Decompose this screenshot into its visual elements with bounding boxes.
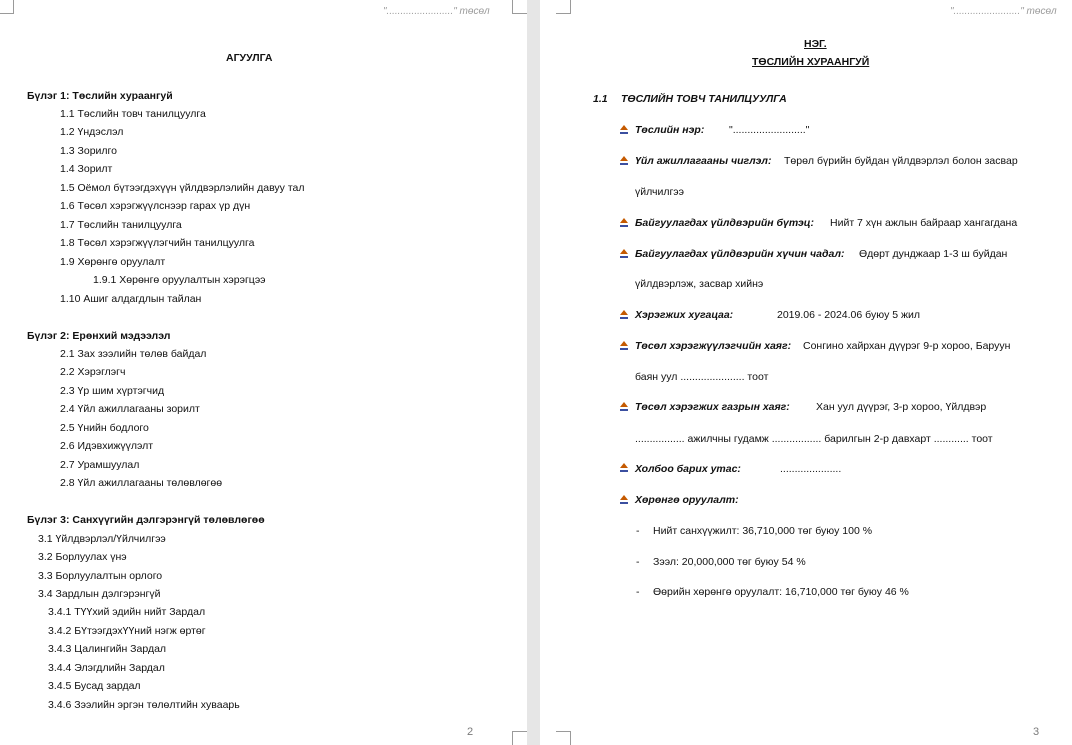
toc-heading: Бүлэг 2: Ерөнхий мэдээлэл — [27, 330, 171, 342]
field-value-cont: үйлдвэрлэж, засвар хийнэ — [635, 278, 764, 290]
toc-title: АГУУЛГА — [226, 52, 273, 64]
toc-item[interactable]: 3.4.5 Бусад зардал — [48, 680, 141, 692]
field-value-cont: үйлчилгээ — [635, 186, 685, 198]
bullet-arrow-icon — [619, 401, 629, 412]
toc-item[interactable]: 1.6 Төсөл хэрэгжүүлснээр гарах үр дүн — [60, 200, 251, 212]
field-value: Төрөл бүрийн буйдан үйлдвэрлэл болон засвар — [784, 155, 1018, 167]
toc-item[interactable]: 1.9.1 Хөрөнгө оруулалтын хэрэгцээ — [93, 274, 266, 286]
toc-heading: Бүлэг 3: Санхүүгийн дэлгэрэнгүй төлөвлөгөө — [27, 514, 265, 526]
toc-item[interactable]: 3.4.2 БҮтээгдэхҮҮний нэгж өртөг — [48, 625, 206, 637]
toc-item[interactable]: 1.5 Оёмол бүтээгдэхүүн үйлдвэрлэлийн давуу тал — [60, 182, 305, 194]
field-value-cont: ................. ажилчны гудамж ................. барилгын 2-р давхарт ............ тоот — [635, 433, 993, 445]
toc-item[interactable]: 2.3 Үр шим хүртэгчид — [60, 385, 165, 397]
list-dash: - — [636, 586, 640, 598]
page-header: "........................" төсөл — [383, 6, 490, 17]
investment-item: Өөрийн хөрөнгө оруулалт: 16,710,000 төг буюу 46 % — [653, 586, 909, 598]
toc-item[interactable]: 1.3 Зорилго — [60, 145, 117, 157]
chapter-title: ТӨСЛИЙН ХУРААНГУЙ — [752, 56, 870, 68]
crop-mark — [556, 0, 571, 14]
toc-item[interactable]: 2.2 Хэрэглэгч — [60, 366, 126, 378]
toc-item[interactable]: 2.7 Урамшуулал — [60, 459, 140, 471]
investment-item: Зээл: 20,000,000 төг буюу 54 % — [653, 556, 806, 568]
toc-item[interactable]: 1.8 Төсөл хэрэгжүүлэгчийн танилцуулга — [60, 237, 255, 249]
toc-item[interactable]: 2.8 Үйл ажиллагааны төлөвлөгөө — [60, 477, 223, 489]
field-label: Төсөл хэрэгжүүлэгчийн хаяг: — [635, 340, 792, 352]
field-label: Байгуулагдах үйлдвэрийн хүчин чадал: — [635, 248, 845, 260]
field-value: Сонгино хайрхан дүүрэг 9-р хороо, Баруун — [803, 340, 1011, 352]
toc-item[interactable]: 1.7 Төслийн танилцуулга — [60, 219, 182, 231]
field-label: Үйл ажиллагааны чиглэл: — [635, 155, 772, 167]
toc-item[interactable]: 3.2 Борлуулах үнэ — [38, 551, 127, 563]
crop-mark — [512, 731, 527, 745]
toc-item[interactable]: 1.1 Төслийн товч танилцуулга — [60, 108, 206, 120]
list-dash: - — [636, 525, 640, 537]
field-label: Байгуулагдах үйлдвэрийн бүтэц: — [635, 217, 815, 229]
toc-item[interactable]: 2.5 Үнийн бодлого — [60, 422, 149, 434]
toc-item[interactable]: 1.10 Ашиг алдагдлын тайлан — [60, 293, 202, 305]
bullet-arrow-icon — [619, 309, 629, 320]
page-header: "........................" төсөл — [950, 6, 1057, 17]
toc-heading: Бүлэг 1: Төслийн хураангуй — [27, 90, 173, 102]
bullet-arrow-icon — [619, 462, 629, 473]
list-dash: - — [636, 556, 640, 568]
toc-item[interactable]: 2.6 Идэвхижүүлэлт — [60, 440, 154, 452]
bullet-arrow-icon — [619, 124, 629, 135]
bullet-arrow-icon — [619, 155, 629, 166]
field-value: ..................... — [780, 463, 842, 475]
document-page-right — [540, 0, 1072, 745]
bullet-arrow-icon — [619, 494, 629, 505]
crop-mark — [512, 0, 527, 14]
bullet-arrow-icon — [619, 340, 629, 351]
toc-item[interactable]: 1.9 Хөрөнгө оруулалт — [60, 256, 166, 268]
field-label: Хэрэгжих хугацаа: — [635, 309, 734, 321]
toc-item[interactable]: 3.4.4 Элэгдлийн Зардал — [48, 662, 165, 674]
bullet-arrow-icon — [619, 217, 629, 228]
toc-item[interactable]: 2.4 Үйл ажиллагааны зорилт — [60, 403, 200, 415]
investment-item: Нийт санхүүжилт: 36,710,000 төг буюу 100 % — [653, 525, 873, 537]
toc-item[interactable]: 1.4 Зорилт — [60, 163, 113, 175]
document-page-left — [0, 0, 527, 745]
toc-item[interactable]: 3.1 Үйлдвэрлэл/Үйлчилгээ — [38, 533, 166, 545]
section-title: ТӨСЛИЙН ТОВЧ ТАНИЛЦУУЛГА — [621, 93, 787, 105]
field-label: Холбоо барих утас: — [635, 463, 741, 475]
toc-item[interactable]: 3.4.6 Зээлийн эргэн төлөлтийн хуваарь — [48, 699, 240, 711]
field-label: Төсөл хэрэгжих газрын хаяг: — [635, 401, 790, 413]
field-value: 2019.06 - 2024.06 буюу 5 жил — [777, 309, 921, 321]
field-value: Нийт 7 хүн ажлын байраар хангагдана — [830, 217, 1018, 229]
page-number: 2 — [467, 726, 474, 738]
toc-item[interactable]: 1.2 Үндэслэл — [60, 126, 124, 138]
field-label: Төслийн нэр: — [635, 124, 705, 136]
section-number: 1.1 — [593, 93, 608, 105]
toc-item[interactable]: 2.1 Зах зээлийн төлөв байдал — [60, 348, 207, 360]
crop-mark — [556, 731, 571, 745]
toc-item[interactable]: 3.4 Зардлын дэлгэрэнгүй — [38, 588, 161, 600]
field-value: Хан уул дүүрэг, 3-р хороо, Үйлдвэр — [816, 401, 987, 413]
bullet-arrow-icon — [619, 248, 629, 259]
toc-item[interactable]: 3.4.3 Цалингийн Зардал — [48, 643, 167, 655]
page-number: 3 — [1033, 726, 1040, 738]
field-value-cont: баян уул ...................... тоот — [635, 371, 769, 383]
field-value: Өдөрт дунджаар 1-3 ш буйдан — [859, 248, 1008, 260]
crop-mark — [0, 0, 14, 14]
field-value: "........................." — [729, 124, 810, 136]
field-label: Хөрөнгө оруулалт: — [635, 494, 739, 506]
toc-item[interactable]: 3.3 Борлуулалтын орлого — [38, 570, 163, 582]
chapter-number: НЭГ. — [804, 38, 827, 50]
toc-item[interactable]: 3.4.1 ТҮҮхий эдийн нийт Зардал — [48, 606, 206, 618]
